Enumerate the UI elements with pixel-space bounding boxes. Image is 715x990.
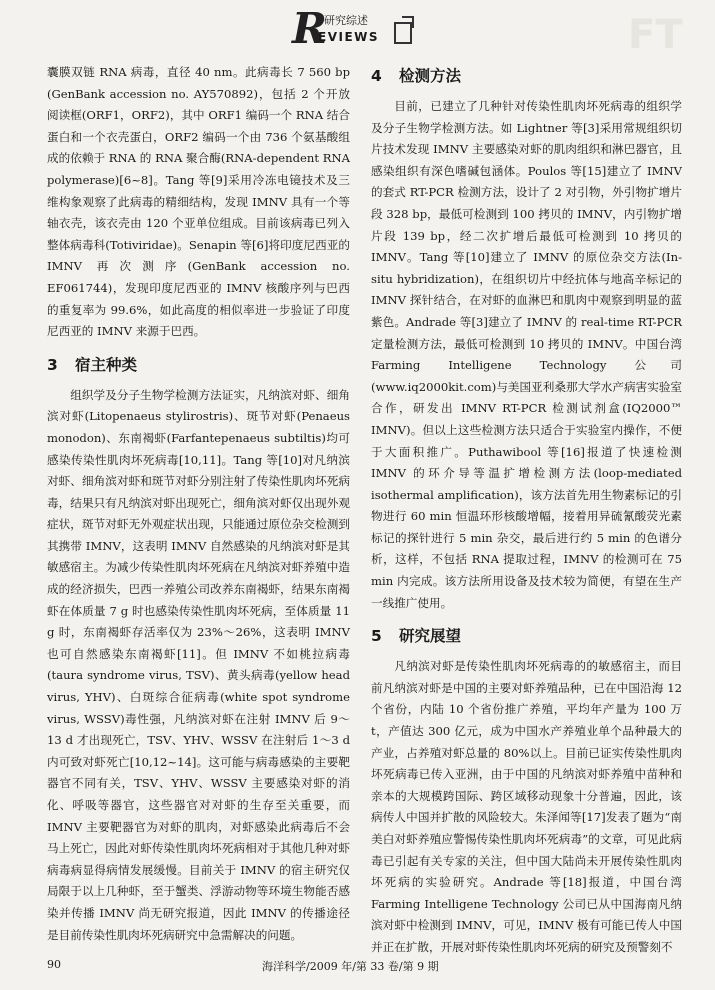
- right-column: [371, 64, 682, 959]
- section-number: 4: [371, 67, 382, 85]
- reviews-logo-letter: R: [292, 4, 327, 53]
- journal-citation: 海洋科学/2009 年/第 33 卷/第 9 期: [262, 960, 439, 973]
- section-heading-3: [47, 353, 350, 377]
- document-icon: [394, 22, 412, 44]
- section-title-zh: 研究综述: [324, 14, 368, 27]
- left-column: [47, 62, 350, 946]
- section-title-en: EVIEWS: [318, 30, 380, 44]
- section-title: 检测方法: [399, 67, 462, 85]
- page-number: 90: [47, 958, 61, 971]
- paragraph: 凡纳滨对虾是传染性肌肉坏死病毒的的敏感宿主，而目前凡纳滨对虾是中国的主要对虾养殖品种，已在中国沿海 12 个省份，内陆 10 个省份推广养殖，平均年产量为 100 万 t，产值达 300 亿元，成为中国水产养殖业单个品种最大的产业，占养殖对虾总量的 80%以上。目前已证实传染性肌肉坏死病毒已传入亚洲，由于中国的凡纳滨对虾养殖中苗种和亲本的大规模跨国际、跨区域移动现象十分普遍，因此，该病传人中国并扩散的风险较大。朱泽闻等[17]发表了题为“南美白对虾养殖应警惕传染性肌肉坏死病毒”的文章，可见此病毒已引起有关专家的关注，但中国大陆尚未开展传染性肌肉坏死病的实验研究。Andrade 等[18]报道，中国台湾 Farming Intelligene Technology 公司已从中国海南凡纳滨对虾中检测到 IMNV，可见，IMNV 极有可能已传人中国并正在扩散，开展对虾传染性肌肉坏死病的研究及预警刻不: [371, 659, 682, 954]
- section-heading-5: [371, 624, 682, 648]
- watermark-decoration: FT: [628, 12, 683, 58]
- section-heading-4: [371, 64, 682, 88]
- section-number: 5: [371, 627, 382, 646]
- section-number: 3: [47, 355, 58, 374]
- section-title: 宿主种类: [75, 355, 138, 374]
- paragraph: 囊膜双链 RNA 病毒，直径 40 nm。此病毒长 7 560 bp (GenBank accession no. AY570892)，包括 2 个开放阅读框(ORF1，ORF2)，其中 ORF1 编码一个 RNA 结合蛋白和一个衣壳蛋白，ORF2 编码一个由 736 个氨基酸组成的依赖于 RNA 的 RNA 聚合酶(RNA-dependent RNA polymerase)[6~8]。Tang 等[9]采用冷冻电镜技术及三维构象观察了此病毒的精细结构，发现 IMNV 具有一个等轴衣壳，该衣壳由 120 个亚单位组成。目前该病毒已列入整体病毒科(Totiviridae)。Senapin 等[6]将印度尼西亚的 IMNV 再次测序(GenBank accession no. EF061744)，发现印度尼西亚的 IMNV 核酸序列与巴西的重复率为 99.6%，如此高度的相似率进一步验证了印度尼西亚的 IMNV 来源于巴西。: [47, 65, 350, 339]
- paragraph: 组织学及分子生物学检测方法证实，凡纳滨对虾、细角滨对虾(Litopenaeus stylirostris)、斑节对虾(Penaeus monodon)、东南褐虾(Farfantepenaeus subtiltis)均可感染传染性肌肉坏死病毒[10,11]。Tang 等[10]对凡纳滨对虾、细角滨对虾和斑节对虾分别注射了传染性肌肉坏死病毒，结果只有凡纳滨对虾出现死亡，细角滨对虾仅出现外观症状，斑节对虾无外观症状出现，只能通过原位杂交检测到其携带 IMNV，这表明 IMNV 自然感染的凡纳滨对虾是其敏感宿主。为减少传染性肌肉坏死病在凡纳滨对虾养殖中造成的经济损失，巴西一养殖公司改养东南褐虾，结果东南褐虾在体质量 7 g 时也感染传染性肌肉坏死病，至体质量 11 g 时，东南褐虾存活率仅为 23%～26%，这表明 IMNV 也可自然感染东南褐虾[11]。但 IMNV 不如桃拉病毒 (taura syndrome virus, TSV)、黄头病毒(yellow head virus, YHV)、白斑综合征病毒(white spot syndrome virus, WSSV)毒性强，凡纳滨对虾在注射 IMNV 后 9～13 d 才出现死亡，TSV、YHV、WSSV 在注射后 1～3 d 内可致对虾死亡[10,12~14]。这可能与病毒感染的主要靶器官不同有关，TSV、YHV、WSSV 主要感染对虾的消化、呼吸等器官，这些器官对对虾的生存至关重要，而 IMNV 主要靶器官为对虾的肌肉，对虾感染此病毒后不会马上死亡，因此对虾传染性肌肉坏死病相对于其他几种对虾病毒病显得病情发展缓慢。目前关于 IMNV 的宿主研究仅局限于以上几种虾，至于蟹类、浮游动物等环境生物能否感染并传播 IMNV 尚无研究报道，因此 IMNV 的传播途径是目前传染性肌肉坏死病研究中急需解决的问题。: [47, 387, 350, 942]
- paragraph: 目前，已建立了几种针对传染性肌肉坏死病毒的组织学及分子生物学检测方法。如 Lightner 等[3]采用常规组织切片技术发现 IMNV 主要感染对虾的肌肉组织和淋巴器官，且感染组织有深色嗜碱包涵体。Poulos 等[15]建立了 IMNV 的套式 RT-PCR 检测方法，设计了 2 对引物，外引物扩增片段 328 bp，最低可检测到 100 拷贝的 IMNV，内引物扩增片段 139 bp，经二次扩增后最低可检测到 10 拷贝的 IMNV。Tang 等[10]建立了 IMNV 的原位杂交方法(In-situ hybridization)，在组织切片中经抗体与地高辛标记的 IMNV 探针结合，在对虾的血淋巴和肌肉中观察到明显的蓝紫色。Andrade 等[3]建立了 IMNV 的 real-time RT-PCR 定量检测方法，最低可检测到 10 拷贝的 IMNV。中国台湾 Farming Intelligene Technology 公司(www.iq2000kit.com)与美国亚利桑那大学水产病害实验室合作，研发出 IMNV RT-PCR 检测试剂盒(IQ2000™ IMNV)。但以上这些检测方法只适合于实验室内操作，不便于大面积推广。Puthawibool 等[16]报道了快速检测 IMNV 的环介导等温扩增检测方法(loop-mediated isothermal amplification)，该方法首先用生物素标记的引物进行 60 min 恒温环形核酸增幅，接着用异硫氰酸荧光素标记的探针进行 5 min 杂交，最后进行约 5 min 的色谱分析，这样，不包括 RNA 提取过程，IMNV 的检测可在 75 min 内完成。该方法所用设备及技术较为简便，有望在生产一线推广使用。: [371, 99, 682, 610]
- section-title: 研究展望: [399, 627, 462, 646]
